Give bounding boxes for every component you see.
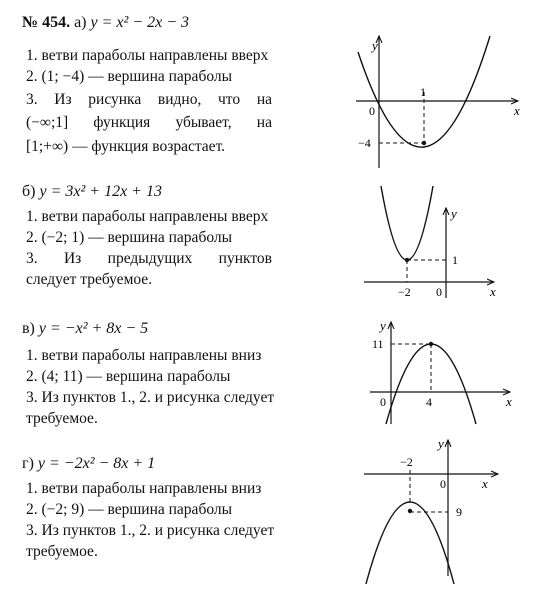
tick-label: 0 bbox=[440, 477, 446, 491]
graph-a bbox=[352, 30, 528, 176]
word: пунктов bbox=[218, 250, 272, 267]
x-axis-label: x bbox=[514, 103, 520, 118]
word: на bbox=[256, 114, 272, 131]
part-d-line-3: 3. Из пунктов 1., 2. и рисунка следует bbox=[26, 522, 275, 539]
vertex-point bbox=[429, 342, 433, 346]
word: на bbox=[256, 91, 272, 108]
tick-label: 11 bbox=[372, 337, 384, 351]
part-b-line-2: 2. (−2; 1) — вершина параболы bbox=[26, 229, 233, 246]
tick-label: 1 bbox=[452, 253, 458, 267]
tick-label: 0 bbox=[380, 395, 386, 409]
x-axis-label: x bbox=[482, 476, 488, 491]
part-b-line-3 bbox=[26, 250, 272, 268]
tick-label: 1 bbox=[420, 85, 426, 99]
tick-label: 4 bbox=[426, 395, 432, 409]
part-b-equation: y = 3x² + 12x + 13 bbox=[39, 183, 162, 200]
vertex-point bbox=[422, 141, 426, 145]
part-c-line-4: требуемое. bbox=[26, 410, 98, 427]
part-b-label: б) bbox=[22, 183, 36, 200]
part-c-label: в) bbox=[22, 320, 35, 337]
part-a-line-2: 2. (1; −4) — вершина параболы bbox=[26, 68, 233, 85]
word: предыдущих bbox=[107, 250, 193, 267]
part-a-label: а) bbox=[74, 14, 87, 31]
part-d-equation: y = −2x² − 8x + 1 bbox=[37, 455, 156, 472]
tick-label: 0 bbox=[369, 104, 375, 118]
part-b-heading bbox=[22, 183, 162, 201]
word: 3. bbox=[26, 91, 38, 108]
graph-b bbox=[360, 180, 500, 305]
word: Из bbox=[54, 91, 72, 108]
word: что bbox=[218, 91, 241, 108]
tick-label: −2 bbox=[398, 285, 411, 299]
word: видно, bbox=[157, 91, 202, 108]
part-b-line-1: 1. ветви параболы направлены вверх bbox=[26, 208, 269, 225]
part-d-label: г) bbox=[22, 455, 34, 472]
part-d-heading bbox=[22, 455, 155, 473]
parabola bbox=[366, 502, 454, 584]
part-a-line-4 bbox=[26, 114, 272, 132]
tick-label: 9 bbox=[456, 505, 462, 519]
parabola bbox=[381, 186, 433, 260]
part-c-equation: y = −x² + 8x − 5 bbox=[38, 320, 149, 337]
x-axis-label: x bbox=[506, 394, 512, 409]
y-axis-label: y bbox=[380, 318, 386, 333]
part-a-heading bbox=[22, 14, 189, 32]
tick-label: −2 bbox=[400, 455, 413, 469]
vertex-point bbox=[408, 509, 412, 513]
vertex-point bbox=[405, 258, 409, 262]
part-d-line-1: 1. ветви параболы направлены вниз bbox=[26, 480, 262, 497]
part-a-equation: y = x² − 2x − 3 bbox=[90, 14, 190, 31]
problem-number: № 454. bbox=[22, 14, 71, 31]
part-a-line-3 bbox=[26, 91, 272, 109]
graph-d bbox=[360, 436, 506, 586]
part-a-line-5: [1;+∞) — функция возрастает. bbox=[26, 138, 226, 155]
graph-c bbox=[368, 318, 518, 430]
part-c-line-3: 3. Из пунктов 1., 2. и рисунка следует bbox=[26, 389, 275, 406]
y-axis-label: y bbox=[438, 436, 444, 451]
part-c-line-1: 1. ветви параболы направлены вниз bbox=[26, 347, 262, 364]
word: 3. bbox=[26, 250, 38, 267]
x-axis-label: x bbox=[490, 284, 496, 299]
part-c-heading bbox=[22, 320, 148, 338]
part-c-line-2: 2. (4; 11) — вершина параболы bbox=[26, 368, 231, 385]
tick-label: −4 bbox=[358, 136, 371, 150]
parabola bbox=[386, 344, 476, 424]
part-b-line-4: следует требуемое. bbox=[26, 271, 153, 288]
tick-label: 0 bbox=[436, 285, 442, 299]
word: рисунка bbox=[88, 91, 142, 108]
part-a-line-1: 1. ветви параболы направлены вверх bbox=[26, 47, 269, 64]
part-d-line-4: требуемое. bbox=[26, 543, 98, 560]
part-d-line-2: 2. (−2; 9) — вершина параболы bbox=[26, 501, 233, 518]
word: функция bbox=[93, 114, 151, 131]
y-axis-label: y bbox=[372, 38, 378, 53]
word: убывает, bbox=[175, 114, 232, 131]
word: (−∞;1] bbox=[26, 114, 69, 131]
word: Из bbox=[63, 250, 82, 267]
y-axis-label: y bbox=[451, 206, 457, 221]
